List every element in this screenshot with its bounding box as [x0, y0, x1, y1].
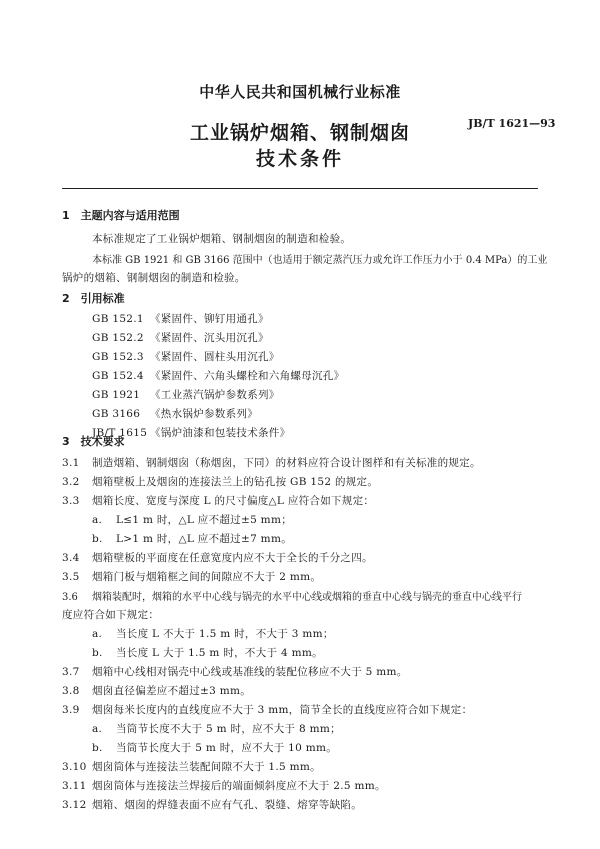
item-text: 烟箱长度、宽度与深度 L 的尺寸偏度△L 应符合如下规定：: [92, 495, 375, 507]
item-text: 烟箱壁板上及烟囱的连接法兰上的钻孔按 GB 152 的规定。: [92, 476, 379, 488]
requirement-item: [62, 683, 251, 698]
item-text: 烟箱中心线相对锅壳中心线或基准线的装配位移应不大于 5 mm。: [92, 666, 408, 678]
standard-number: JB/T 1621—93: [468, 117, 556, 130]
item-text: 烟囱每米长度内的直线度应不大于 3 mm，筒节全长的直线度应符合如下规定：: [92, 704, 473, 716]
sub-item: [92, 645, 323, 660]
sub-item-text: 当长度 L 不大于 1.5 m 时，不大于 3 mm；: [116, 628, 334, 640]
document-title-line1: 工业锅炉烟箱、钢制烟囱: [189, 122, 410, 144]
requirement-item: [62, 664, 408, 679]
reference-title: 《工业蒸汽锅炉参数系列》: [150, 389, 280, 401]
sub-item-text: 当长度 L 大于 1.5 m 时，不大于 4 mm。: [116, 647, 323, 659]
sub-item: [92, 531, 292, 546]
sub-item: [92, 512, 292, 527]
sub-item-label: b.: [92, 742, 103, 754]
sub-item-text: L≤1 m 时，△L 应不超过±5 mm；: [116, 514, 292, 526]
item-number: 3.12: [62, 799, 87, 811]
item-number: 3.6: [62, 592, 78, 603]
reference-title: 《紧固件、六角头螺栓和六角螺母沉孔》: [150, 370, 345, 382]
sub-item-label: a.: [92, 723, 103, 735]
reference-code: GB 3166: [92, 408, 141, 420]
sub-item-label: b.: [92, 647, 103, 659]
item-text-continuation: 度应符合如下规定：: [62, 609, 160, 621]
industry-standard-label: 中华人民共和国机械行业标准: [199, 83, 401, 101]
reference-code: GB 152.3: [92, 351, 144, 363]
item-number: 3.2: [62, 476, 80, 488]
reference-code: GB 152.4: [92, 370, 144, 382]
item-number: 3.8: [62, 685, 80, 697]
item-text: 烟箱装配时，烟箱的水平中心线与锅壳的水平中心线或烟箱的垂直中心线与锅壳的垂直中心线平行: [92, 592, 522, 603]
reference-row: [92, 311, 269, 326]
section2-heading: 2 引用标准: [62, 292, 125, 305]
reference-code: JB/T 1615: [92, 427, 148, 439]
requirement-item: [62, 493, 374, 508]
reference-row: [92, 349, 280, 364]
sub-item: [92, 626, 334, 641]
reference-title: 《紧固件、圆柱头用沉孔》: [150, 351, 280, 363]
reference-row: [92, 406, 258, 421]
sub-item-label: a.: [92, 514, 103, 526]
item-number: 3.9: [62, 704, 80, 716]
reference-row: [92, 368, 344, 383]
requirement-item: [62, 797, 362, 812]
document-title-line2: 技术条件: [255, 148, 344, 170]
sub-item: [92, 740, 337, 755]
item-text: 烟箱、烟囱的焊缝表面不应有气孔、裂缝、熔穿等缺陷。: [92, 799, 362, 811]
reference-title: 《锅炉油漆和包装技术条件》: [150, 427, 291, 439]
header-divider: [62, 188, 538, 189]
requirement-item: [62, 474, 378, 489]
item-number: 3.1: [62, 457, 80, 469]
item-text: 烟箱门板与烟箱框之间的间隙应不大于 2 mm。: [92, 571, 322, 583]
item-text: 烟囱筒体与连接法兰装配间隙不大于 1.5 mm。: [92, 761, 321, 773]
requirement-item: [62, 588, 522, 603]
item-text: 烟囱筒体与连接法兰焊接后的端面倾斜度应不大于 2.5 mm。: [92, 780, 386, 792]
requirement-item: [62, 759, 321, 774]
reference-row: [92, 387, 280, 402]
requirement-item: [62, 569, 321, 584]
section1-heading: 1 主题内容与适用范围: [62, 209, 180, 222]
sub-item: [92, 721, 341, 736]
reference-title: 《热水锅炉参数系列》: [150, 408, 258, 420]
reference-code: GB 152.2: [92, 332, 144, 344]
section1-para2-line1: 本标准 GB 1921 和 GB 3166 范围中（也适用于额定蒸汽压力或允许工作压力小于 0.4 MPa）的工业: [92, 255, 548, 266]
section1-para1: 本标准规定了工业锅炉烟箱、钢制烟囱的制造和检验。: [92, 233, 352, 245]
sub-item-label: b.: [92, 533, 103, 545]
requirement-item: [62, 702, 472, 717]
reference-code: GB 152.1: [92, 313, 144, 325]
item-number: 3.10: [62, 761, 87, 773]
item-text: 烟箱壁板的平面度在任意宽度内应不大于全长的千分之四。: [92, 552, 373, 564]
reference-title: 《紧固件、铆钉用通孔》: [150, 313, 269, 325]
sub-item-text: 当筒节长度大于 5 m 时，应不大于 10 mm。: [116, 742, 338, 754]
item-number: 3.7: [62, 666, 80, 678]
reference-row: [92, 330, 269, 345]
item-text: 烟囱直径偏差应不超过±3 mm。: [92, 685, 252, 697]
requirement-item: [62, 778, 386, 793]
item-text: 制造烟箱、钢制烟囱（称烟囱，下同）的材料应符合设计图样和有关标准的规定。: [92, 457, 481, 469]
requirement-item: [62, 550, 373, 565]
item-number: 3.5: [62, 571, 80, 583]
item-number: 3.3: [62, 495, 80, 507]
section1-para2-line2: 锅炉的烟箱、钢制烟囱的制造和检验。: [62, 272, 246, 284]
section3-heading: 3 技术要求: [62, 435, 125, 448]
item-number: 3.11: [62, 780, 87, 792]
item-number: 3.4: [62, 552, 80, 564]
sub-item-label: a.: [92, 628, 103, 640]
sub-item-text: L>1 m 时，△L 应不超过±7 mm。: [116, 533, 292, 545]
reference-title: 《紧固件、沉头用沉孔》: [150, 332, 269, 344]
reference-code: GB 1921: [92, 389, 141, 401]
requirement-item: [62, 455, 481, 470]
sub-item-text: 当筒节长度不大于 5 m 时，应不大于 8 mm；: [116, 723, 341, 735]
